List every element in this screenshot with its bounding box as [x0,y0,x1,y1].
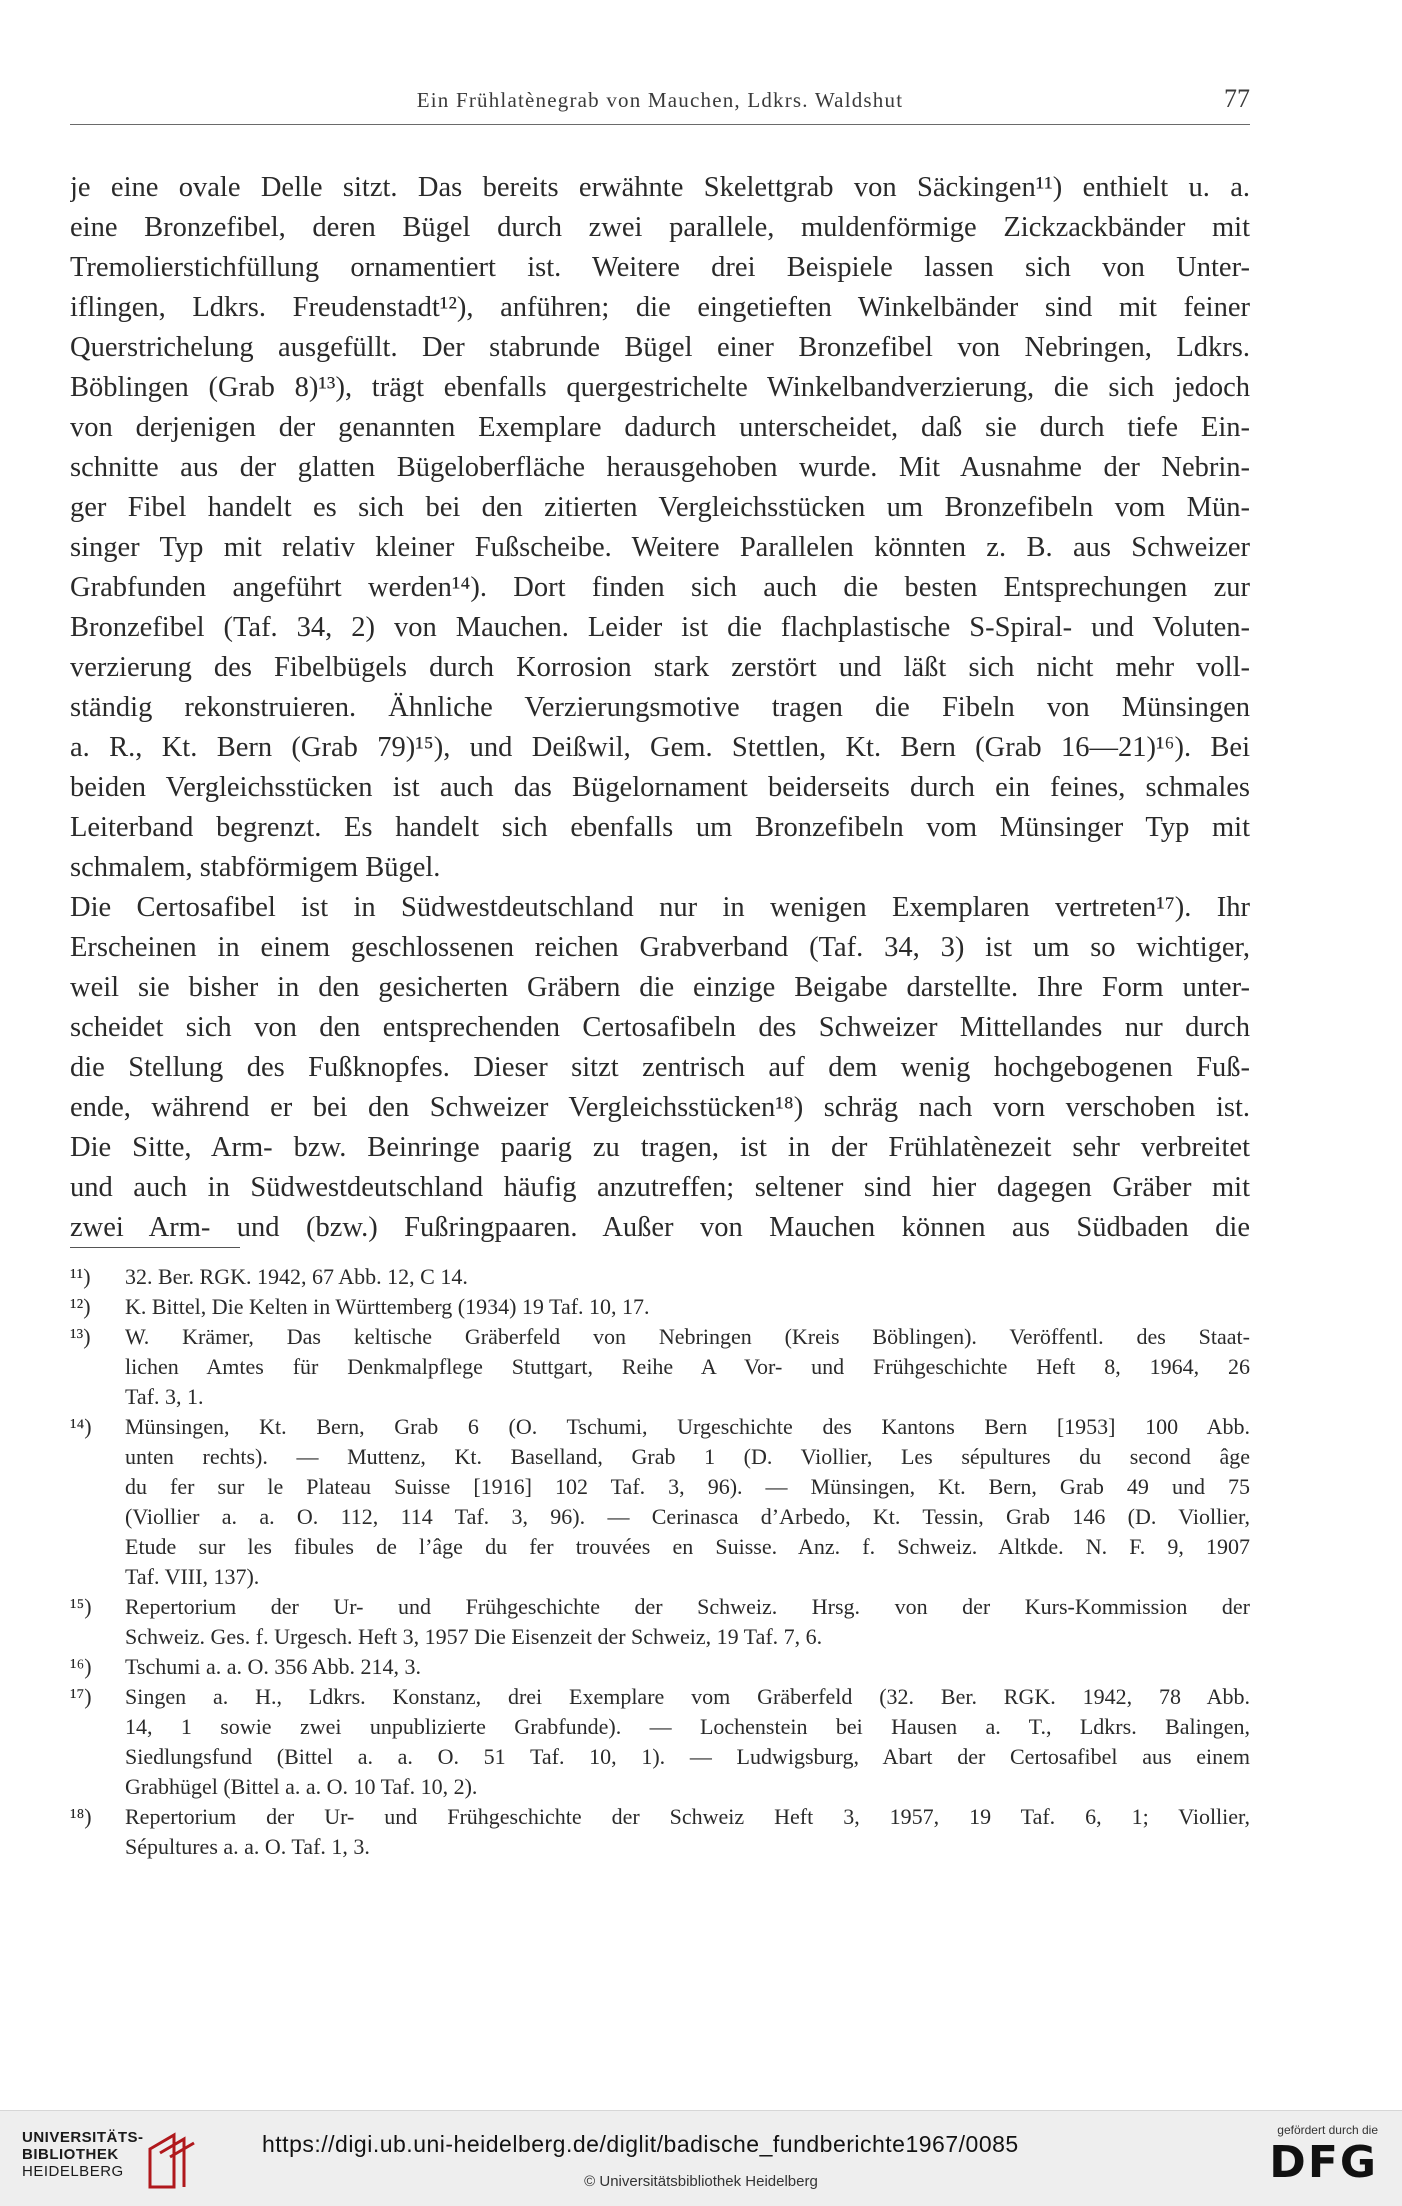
body-line: a. R., Kt. Bern (Grab 79)¹⁵), und Deißwil, Gem. Stettlen, Kt. Bern (Grab 16—21)¹⁶). Bei [70,732,1250,763]
body-line: ständig rekonstruieren. Ähnliche Verzierungsmotive tragen die Fibeln von Münsingen [70,692,1250,723]
body-line: Tremolierstichfüllung ornamentiert ist. Weitere drei Beispiele lassen sich von Unter- [70,252,1250,283]
footnote-divider [70,1247,240,1248]
footnote-line: unten rechts). — Muttenz, Kt. Baselland, Grab 1 (D. Viollier, Les sépultures du second âge [125,1444,1250,1469]
body-line: schnitte aus der glatten Bügeloberfläche herausgehoben wurde. Mit Ausnahme der Nebrin- [70,452,1250,483]
footnotes [70,1262,1250,1862]
body-line: Böblingen (Grab 8)¹³), trägt ebenfalls quergestrichelte Winkelbandverzierung, die sich jedoch [70,372,1250,403]
footnote-line: lichen Amtes für Denkmalpflege Stuttgart, Reihe A Vor- und Frühgeschichte Heft 8, 1964, 26 [125,1354,1250,1379]
body-line: singer Typ mit relativ kleiner Fußscheibe. Weitere Parallelen könnten z. B. aus Schweizer [70,532,1250,563]
body-line: die Stellung des Fußknopfes. Dieser sitzt zentrisch auf dem wenig hochgebogenen Fuß- [70,1052,1250,1083]
library-name-line-2: BIBLIOTHEK [22,2146,119,2163]
body-line: Die Certosafibel ist in Südwestdeutschland nur in wenigen Exemplaren vertreten¹⁷). Ihr [70,892,1250,923]
footnote-line: Singen a. H., Ldkrs. Konstanz, drei Exemplare vom Gräberfeld (32. Ber. RGK. 1942, 78 Abb. [125,1684,1250,1709]
library-name-line-1: UNIVERSITÄTS- [22,2129,144,2146]
funder-logo[interactable] [1238,2123,1378,2199]
copyright-notice: © Universitätsbibliothek Heidelberg [584,2173,818,2190]
footnote-line: K. Bittel, Die Kelten in Württemberg (1934) 19 Taf. 10, 17. [125,1294,650,1319]
footnote-line: Grabhügel (Bittel a. a. O. 10 Taf. 10, 2). [125,1774,478,1799]
library-name-line-3: HEIDELBERG [22,2163,124,2180]
body-line: ende, während er bei den Schweizer Vergleichsstücken¹⁸) schräg nach vorn verschoben ist. [70,1092,1250,1123]
footnote-line: Münsingen, Kt. Bern, Grab 6 (O. Tschumi, Urgeschichte des Kantons Bern [1953] 100 Abb. [125,1414,1250,1439]
body-line: Leiterband begrenzt. Es handelt sich ebenfalls um Bronzefibeln vom Münsinger Typ mit [70,812,1250,843]
footnote [70,1262,1250,1292]
footnote-number: ¹⁶) [70,1654,92,1679]
footnote-number: ¹⁷) [70,1684,92,1709]
footnote-line: 14, 1 sowie zwei unpublizierte Grabfunde). — Lochenstein bei Hausen a. T., Ldkrs. Balingen, [125,1714,1250,1739]
dfg-logo-icon: DFG [1269,2137,1378,2188]
body-line: Die Sitte, Arm- bzw. Beinringe paarig zu tragen, ist in der Frühlatènezeit sehr verbreitet [70,1132,1250,1163]
body-line: von derjenigen der genannten Exemplare dadurch unterscheidet, daß sie durch tiefe Ein- [70,412,1250,443]
footnote-line: Sépultures a. a. O. Taf. 1, 3. [125,1834,370,1859]
footnote [70,1292,1250,1322]
running-title: Ein Frühlatènegrab von Mauchen, Ldkrs. Waldshut [416,88,904,112]
footnote-line: W. Krämer, Das keltische Gräberfeld von Nebringen (Kreis Böblingen). Veröffentl. des Staat- [125,1324,1250,1349]
body-line: Querstrichelung ausgefüllt. Der stabrunde Bügel einer Bronzefibel von Nebringen, Ldkrs. [70,332,1250,363]
body-line: Grabfunden angeführt werden¹⁴). Dort finden sich auch die besten Entsprechungen zur [70,572,1250,603]
footnote-number: ¹¹) [70,1264,91,1289]
footnote-line: 32. Ber. RGK. 1942, 67 Abb. 12, C 14. [125,1264,468,1289]
footnote-number: ¹⁵) [70,1594,92,1619]
footnote-number: ¹²) [70,1294,91,1319]
body-text [70,168,1250,1248]
footnote-line: Schweiz. Ges. f. Urgesch. Heft 3, 1957 Die Eisenzeit der Schweiz, 19 Taf. 7, 6. [125,1624,823,1649]
page-header [70,84,1250,125]
body-line: und auch in Südwestdeutschland häufig anzutreffen; seltener sind hier dagegen Gräber mit [70,1172,1250,1203]
document-url-link[interactable]: https://digi.ub.uni-heidelberg.de/diglit/badische_fundberichte1967/0085 [262,2131,1019,2157]
footnote-line: (Viollier a. a. O. 112, 114 Taf. 3, 96). — Cerinasca d’Arbedo, Kt. Tessin, Grab 146 (D. Viollier, [125,1504,1250,1529]
viewer-footer [0,2110,1402,2206]
body-line: Bronzefibel (Taf. 34, 2) von Mauchen. Leider ist die flachplastische S-Spiral- und Voluten- [70,612,1250,643]
footnote-line: Siedlungsfund (Bittel a. a. O. 51 Taf. 10, 1). — Ludwigsburg, Abart der Certosafibel aus einem [125,1744,1250,1769]
body-line: weil sie bisher in den gesicherten Gräbern die einzige Beigabe darstellte. Ihre Form unter- [70,972,1250,1003]
body-line: scheidet sich von den entsprechenden Certosafibeln des Schweizer Mittellandes nur durch [70,1012,1250,1043]
footnote [70,1592,1250,1652]
footnote [70,1322,1250,1412]
footnote-line: Taf. VIII, 137). [125,1564,260,1589]
footnote [70,1802,1250,1862]
footnote-line: Taf. 3, 1. [125,1384,204,1409]
body-line: schmalem, stabförmigem Bügel. [70,852,441,883]
footnote-line: Repertorium der Ur- und Frühgeschichte der Schweiz Heft 3, 1957, 19 Taf. 6, 1; Viollier, [125,1804,1250,1829]
body-line: beiden Vergleichsstücken ist auch das Bügelornament beiderseits durch ein feines, schmales [70,772,1250,803]
body-line: je eine ovale Delle sitzt. Das bereits erwähnte Skelettgrab von Säckingen¹¹) enthielt u. a. [70,172,1250,203]
footnote-number: ¹³) [70,1324,91,1349]
footnote-number: ¹⁴) [70,1414,92,1439]
footnote-line: Etude sur les fibules de l’âge du fer trouvées en Suisse. Anz. f. Schweiz. Altkde. N. F. 9, 1907 [125,1534,1250,1559]
body-line: Erscheinen in einem geschlossenen reichen Grabverband (Taf. 34, 3) ist um so wichtiger, [70,932,1250,963]
body-line: iflingen, Ldkrs. Freudenstadt¹²), anführen; die eingetieften Winkelbänder sind mit feiner [70,292,1250,323]
funder-caption: gefördert durch die [1277,2123,1378,2137]
body-line: zwei Arm- und (bzw.) Fußringpaaren. Außer von Mauchen können aus Südbaden die [70,1212,1250,1243]
page-number: 77 [1224,84,1250,113]
footnote-line: Tschumi a. a. O. 356 Abb. 214, 3. [125,1654,422,1679]
body-line: ger Fibel handelt es sich bei den zitierten Vergleichsstücken um Bronzefibeln vom Mün- [70,492,1250,523]
footnote [70,1412,1250,1592]
footnote [70,1682,1250,1802]
body-line: verzierung des Fibelbügels durch Korrosion stark zerstört und läßt sich nicht mehr voll- [70,652,1250,683]
footnote [70,1652,1250,1682]
footnote-line: du fer sur le Plateau Suisse [1916] 102 Taf. 3, 96). — Münsingen, Kt. Bern, Grab 49 und 75 [125,1474,1250,1499]
footnote-line: Repertorium der Ur- und Frühgeschichte der Schweiz. Hrsg. von der Kurs-Kommission der [125,1594,1250,1619]
body-line: eine Bronzefibel, deren Bügel durch zwei parallele, muldenförmige Zickzackbänder mit [70,212,1250,243]
footnote-number: ¹⁸) [70,1804,92,1829]
